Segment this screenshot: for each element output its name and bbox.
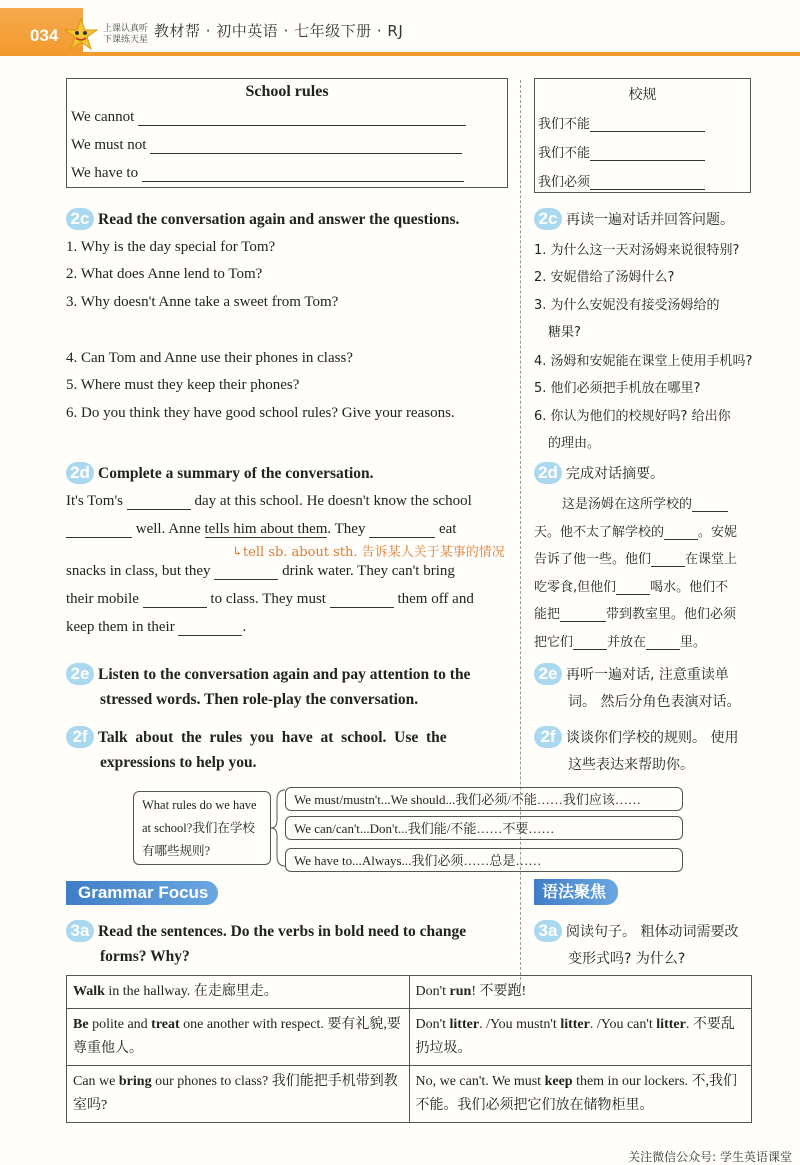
- book-title: 教材帮 · 初中英语 · 七年级下册 · RJ: [154, 22, 404, 40]
- section-3a-heading-zh: 3a 阅读句子。 粗体动词需要改: [534, 920, 738, 942]
- section-2d-heading-zh: 2d 完成对话摘要。: [534, 462, 664, 484]
- table-cell: Be polite and treat one another with respect. 要有礼貌,要尊重他人。: [67, 1009, 410, 1066]
- table-cell: Don't run! 不要跑!: [409, 976, 752, 1009]
- section-badge: 2f: [534, 726, 562, 748]
- school-rules-box-zh: [534, 78, 751, 193]
- table-cell: No, we can't. We must keep them in our lockers. 不,我们不能。我们必须把它们放在储物柜里。: [409, 1066, 752, 1123]
- question-item: 4. Can Tom and Anne use their phones in class?: [66, 350, 353, 366]
- section-badge: 2f: [66, 726, 94, 748]
- school-rule-row-zh: 我们不能: [538, 142, 705, 161]
- section-badge: 3a: [66, 920, 94, 942]
- section-2c-heading: 2c Read the conversation again and answer the questions.: [66, 208, 459, 230]
- question-item: 2. What does Anne lend to Tom?: [66, 266, 263, 282]
- section-2f-heading: 2f Talk about the rules you have at school. Use the: [66, 726, 447, 748]
- expression-bubble: We can/can't...Don't...我们能/不能……不要……: [285, 816, 683, 840]
- question-item: 1. Why is the day special for Tom?: [66, 239, 276, 255]
- school-rules-title-zh: 校规: [628, 87, 657, 103]
- school-rule-row: We have to: [71, 165, 464, 182]
- summary-line: snacks in class, but they drink water. They can't bring: [66, 563, 455, 579]
- grammar-focus-label-zh: 语法聚焦: [534, 879, 618, 905]
- summary-line-zh: 这是汤姆在这所学校的: [562, 493, 728, 512]
- summary-line-zh: 能把 带到教室里。他们必须: [534, 607, 737, 622]
- school-rule-row: We must not: [71, 137, 462, 154]
- section-badge: 2c: [534, 208, 562, 230]
- table-row: [67, 976, 752, 1009]
- summary-line: their mobile to class. They must them off and: [66, 591, 474, 607]
- table-cell: Can we bring our phones to class? 我们能把手机带到教室吗?: [67, 1066, 410, 1123]
- section-2e-heading: 2e Listen to the conversation again and pay attention to the: [66, 663, 510, 685]
- section-badge: 2d: [66, 462, 94, 484]
- question-item-zh: 3. 为什么安妮没有接受汤姆给的: [534, 298, 720, 313]
- section-2f-heading-zh: 2f 谈谈你们学校的规则。 使用: [534, 726, 738, 748]
- expression-bubble: We have to...Always...我们必须……总是……: [285, 848, 683, 872]
- table-row: [67, 1009, 752, 1066]
- section-badge: 2d: [534, 462, 562, 484]
- section-2f-heading-line2: expressions to help you.: [100, 754, 257, 771]
- school-rule-row: We cannot: [71, 109, 466, 126]
- header-rule: [0, 52, 800, 56]
- summary-line-zh: 告诉了他一些。他们 在课堂上: [534, 552, 738, 567]
- section-2e-heading-zh: 2e 再听一遍对话, 注意重读单: [534, 663, 729, 685]
- school-rules-box: [66, 78, 508, 188]
- expression-bubble: We must/mustn't...We should...我们必须/不能……我们应该……: [285, 787, 683, 811]
- school-rule-row-zh: 我们不能: [538, 113, 705, 132]
- question-item-zh: 糖果?: [548, 325, 581, 340]
- section-3a-heading-zh-line2: 变形式吗? 为什么?: [568, 951, 686, 967]
- summary-line-zh: 把它们 并放在 里。: [534, 635, 707, 650]
- page-number: 034: [30, 26, 59, 45]
- question-item: 3. Why doesn't Anne take a sweet from Tom?: [66, 294, 339, 310]
- header-slogan: 上课认真听 下课练天星: [103, 24, 149, 45]
- summary-line: It's Tom's day at this school. He doesn't know the school: [66, 493, 472, 509]
- summary-line: well. Anne tells him about them. They eat: [66, 521, 456, 538]
- section-badge: 2e: [66, 663, 94, 685]
- summary-line-zh: 天。他不太了解学校的 。安妮: [534, 525, 738, 540]
- prompt-box: What rules do we have at school?我们在学校 有哪些规则?: [133, 791, 271, 865]
- question-item-zh: 4. 汤姆和安妮能在课堂上使用手机吗?: [534, 354, 753, 369]
- section-3a-heading: 3a Read the sentences. Do the verbs in bold need to change: [66, 920, 466, 942]
- school-rules-title: School rules: [245, 83, 329, 100]
- section-3a-heading-line2: forms? Why?: [100, 948, 190, 965]
- section-badge: 2e: [534, 663, 562, 685]
- question-item: 6. Do you think they have good school rules? Give your reasons.: [66, 405, 455, 421]
- section-2e-heading-zh-line2: 词。 然后分角色表演对话。: [568, 694, 741, 710]
- footer-wechat: 关注微信公众号: 学生英语课堂: [628, 1150, 792, 1164]
- table-cell: Walk in the hallway. 在走廊里走。: [67, 976, 410, 1009]
- star-mascot-icon: [64, 18, 98, 52]
- section-badge: 2c: [66, 208, 94, 230]
- question-item-zh: 1. 为什么这一天对汤姆来说很特别?: [534, 243, 740, 258]
- table-cell: Don't litter. /You mustn't litter. /You can't litter. 不要乱扔垃圾。: [409, 1009, 752, 1066]
- summary-line: keep them in their .: [66, 619, 247, 635]
- school-rule-row-zh: 我们必须: [538, 171, 705, 190]
- summary-line-zh: 吃零食,但他们 喝水。他们不: [534, 580, 729, 595]
- section-badge: 3a: [534, 920, 562, 942]
- question-item-zh: 6. 你认为他们的校规好吗? 给出你: [534, 409, 731, 424]
- question-item-zh: 2. 安妮借给了汤姆什么?: [534, 270, 675, 285]
- section-2e-heading-line2: stressed words. Then role-play the conversation.: [100, 691, 419, 708]
- question-item: 5. Where must they keep their phones?: [66, 377, 300, 393]
- question-item-zh: 5. 他们必须把手机放在哪里?: [534, 381, 701, 396]
- section-2c-heading-zh: 2c 再读一遍对话并回答问题。: [534, 208, 734, 230]
- section-2f-heading-zh-line2: 这些表达来帮助你。: [568, 757, 694, 773]
- grammar-focus-label: Grammar Focus: [66, 881, 218, 905]
- section-2d-heading: 2d Complete a summary of the conversation.: [66, 462, 374, 484]
- question-item-zh: 的理由。: [548, 436, 601, 451]
- grammar-table: [66, 975, 752, 1123]
- table-row: [67, 1066, 752, 1123]
- grammar-note: ↳tell sb. about sth. 告诉某人关于某事的情况: [232, 545, 505, 560]
